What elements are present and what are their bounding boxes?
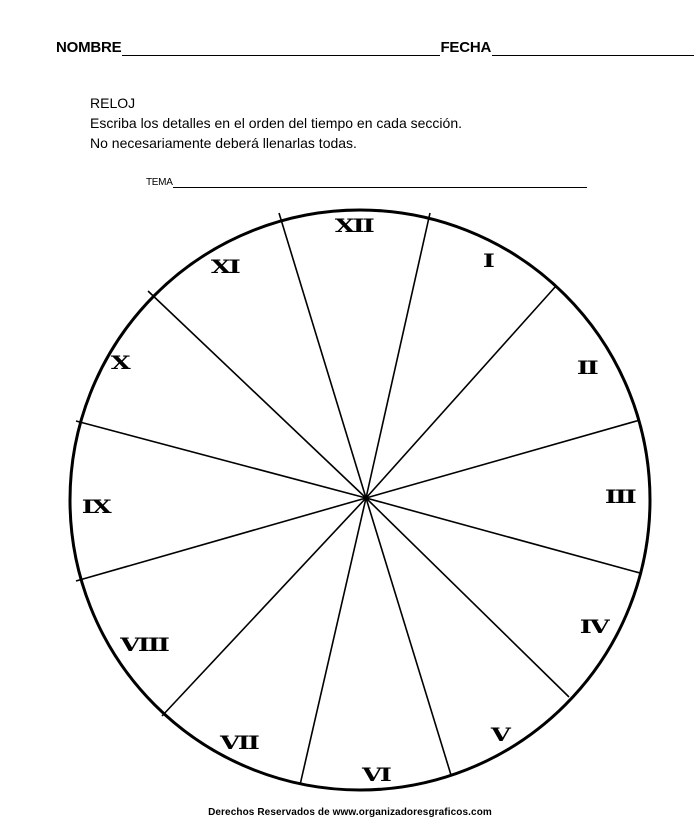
divider-line [76,421,366,498]
divider-line [366,213,430,498]
divider-line [366,286,556,498]
numeral-11: XI [210,256,239,279]
worksheet-title: RELOJ [90,95,136,111]
copyright-footer: Derechos Reservados de www.organizadoresgraficos.com [208,807,492,818]
numeral-5: V [490,724,509,747]
divider-line [76,498,366,581]
numeral-8: VIII [120,634,168,657]
divider-line [366,498,640,573]
divider-line [300,498,366,785]
numeral-10: X [110,352,129,375]
numeral-12: XII [334,215,373,238]
date-label: FECHA [440,39,492,56]
numeral-1: I [482,250,493,273]
numeral-3: III [604,486,635,509]
instruction-line-1: Escriba los detalles en el orden del tiempo en cada sección. [90,115,462,131]
clock-dividers [76,213,640,785]
divider-line [162,498,366,716]
numeral-9: IX [81,496,110,519]
name-label: NOMBRE [56,39,122,56]
numeral-2: II [576,357,597,380]
numeral-7: VII [220,732,258,755]
divider-line [279,213,366,498]
topic-label: TEMA [146,177,173,188]
numeral-6: VI [362,764,390,787]
instruction-line-2: No necesariamente deberá llenarlas todas. [90,135,357,151]
divider-line [366,420,640,498]
divider-line [148,291,366,498]
numeral-4: IV [579,616,608,639]
